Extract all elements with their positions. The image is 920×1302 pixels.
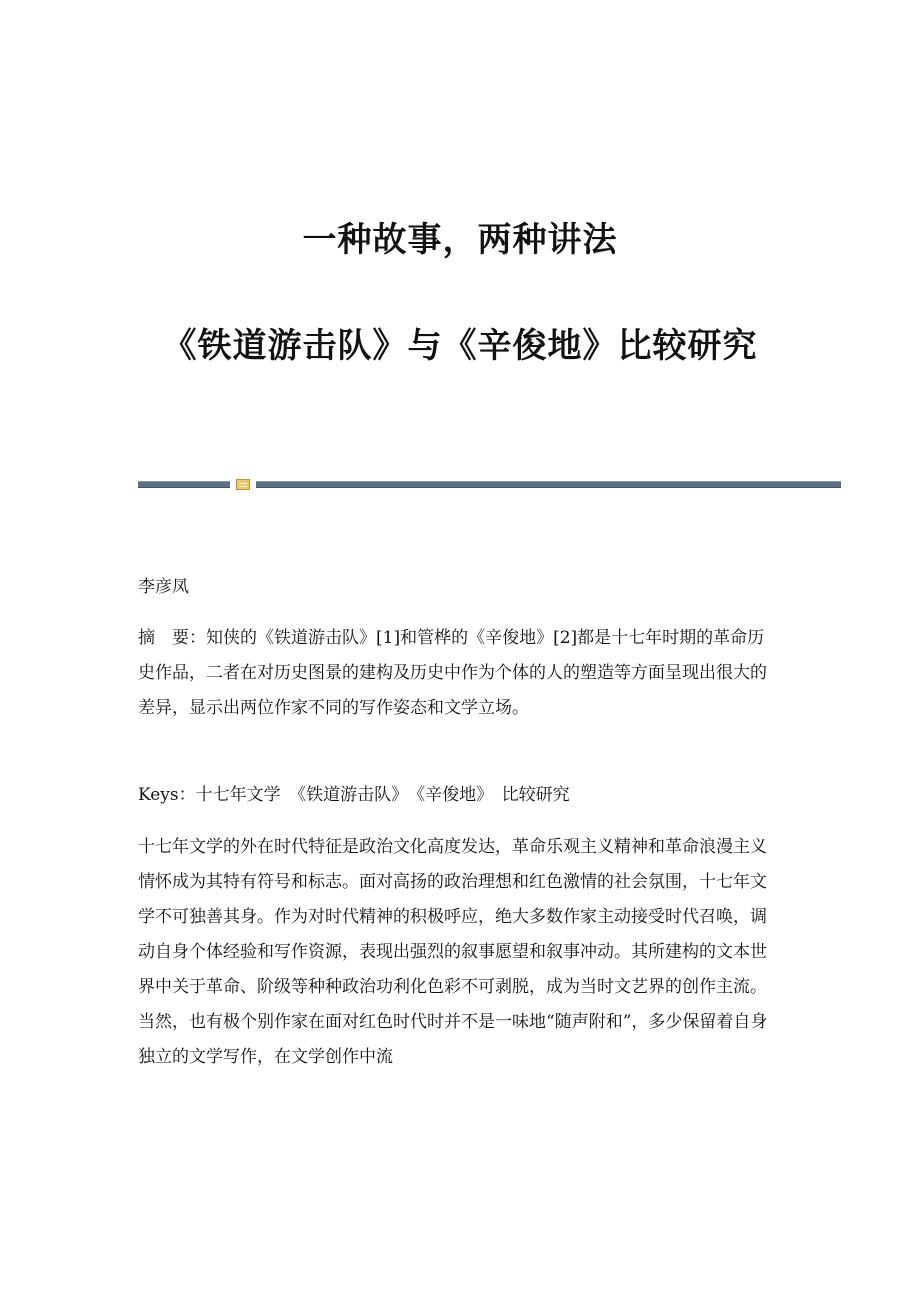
divider-ornament-icon	[236, 479, 250, 490]
document-title-line-1: 一种故事，两种讲法	[302, 220, 618, 260]
divider-bar-left	[138, 481, 230, 488]
divider-bar-right	[256, 481, 841, 488]
body-paragraph: 十七年文学的外在时代特征是政治文化高度发达，革命乐观主义精神和革命浪漫主义情怀成为其特有符号和标志。面对高扬的政治理想和红色激情的社会氛围，十七年文学不可独善其身。作为对时代精神的积极呼应，绝大多数作家主动接受时代召唤，调动自身个体经验和写作资源，表现出强烈的叙事愿望和叙事冲动。其所建构的文本世界中关于革命、阶级等种种政治功利化色彩不可剥脱，成为当时文艺界的创作主流。当然，也有极个别作家在面对红色时代时并不是一味地“随声附和”，多少保留着自身独立的文学写作，在文学创作中流	[138, 837, 768, 1067]
title-divider	[138, 479, 841, 491]
author-name: 李彦凤	[138, 577, 189, 597]
document-title-line-2: 《铁道游击队》与《辛俊地》比较研究	[162, 326, 758, 366]
abstract-paragraph: 摘 要：知侠的《铁道游击队》[1]和管桦的《辛俊地》[2]都是十七年时期的革命历史作品，二者在对历史图景的建构及历史中作为个体的人的塑造等方面呈现出很大的差异，显示出两位作家不同的写作姿态和文学立场。	[138, 628, 767, 718]
keywords-line: Keys：十七年文学 《铁道游击队》 《辛俊地》 比较研究	[138, 785, 570, 805]
